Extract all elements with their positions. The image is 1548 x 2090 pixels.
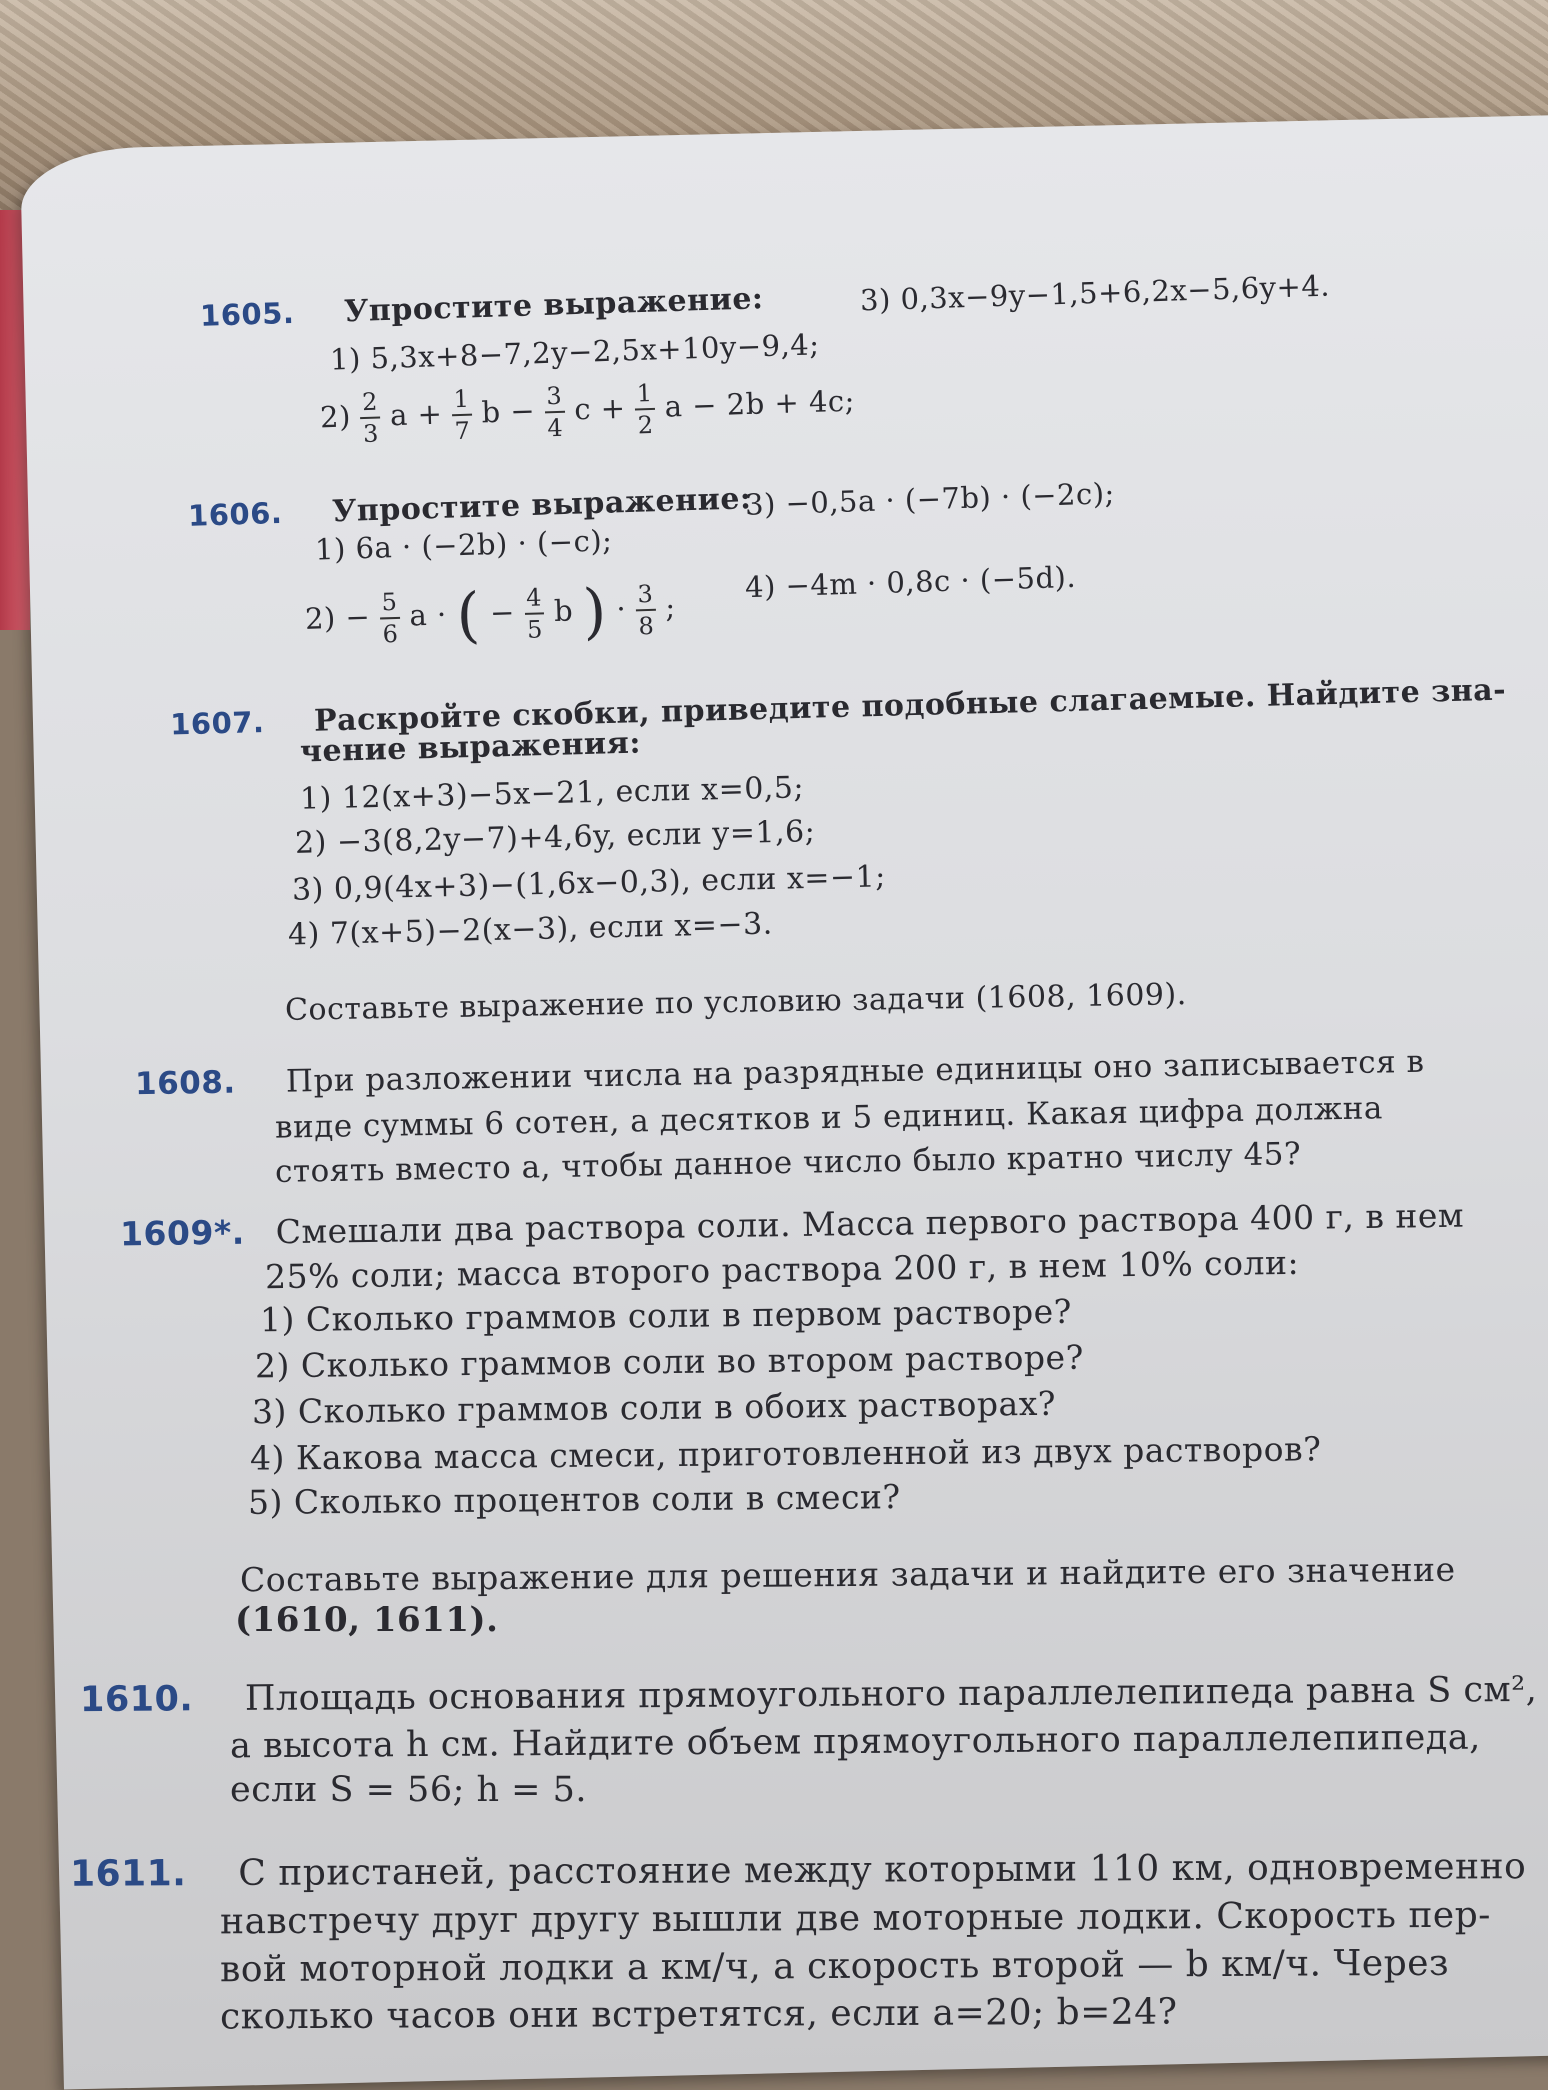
problem-text: При разложении числа на разрядные единицы оно записывается в — [285, 1043, 1425, 1100]
section-instruction-1610-1611-cont: (1610, 1611). — [235, 1600, 499, 1640]
exercise-1610-line-2: а высота h см. Найдите объем прямоугольного параллелепипеда, — [229, 1717, 1481, 1767]
exercise-number: 1609*. — [119, 1212, 245, 1254]
exercise-1606-item-1 — [315, 523, 613, 566]
exercise-1609-item-1: 1) Сколько граммов соли в первом растворе? — [259, 1291, 1073, 1340]
item-text: a − 2b + 4c; — [664, 383, 856, 424]
fraction: $\frac{3}{8}$ — [635, 579, 657, 642]
item-number: 2) − — [304, 599, 371, 636]
exercise-1606-item-2 — [304, 574, 677, 656]
exercise-1605-item-3 — [860, 269, 1331, 318]
exercise-1609-line-2: 25% соли; масса второго раствора 200 г, в нем 10% соли: — [264, 1242, 1300, 1297]
exercise-1607-item-2: 2) −3(8,2y−7)+4,6y, если y=1,6; — [294, 814, 816, 861]
exercise-1605-item-1 — [330, 327, 820, 376]
exercise-1607-heading-cont: чение выражения: — [299, 725, 642, 770]
exercise-1609-item-5: 5) Сколько процентов соли в смеси? — [247, 1477, 901, 1522]
minus-sign: − — [489, 595, 516, 631]
problem-text: Смешали два раствора соли. Масса первого раствора 400 г, в нем — [275, 1195, 1465, 1252]
item-text: 1) 5,3x+8−7,2y−2,5x+10y−9,4; — [329, 327, 820, 377]
item-text: a + — [389, 396, 443, 433]
exercise-1606-heading — [188, 481, 752, 534]
exercise-1608-line-2: виде суммы 6 сотен, a десятков и 5 единиц. Какая цифра должна — [274, 1090, 1384, 1146]
fraction: $\frac{5}{6}$ — [379, 587, 401, 650]
exercise-number: 1608. — [134, 1064, 236, 1103]
item-text: 3) 0,3x−9y−1,5+6,2x−5,6y+4. — [859, 268, 1331, 318]
fraction: $\frac{1}{7}$ — [451, 384, 473, 447]
exercise-1607-item-1: 1) 12(x+3)−5x−21, если x=0,5; — [299, 770, 805, 817]
exercise-number: 1605. — [199, 295, 295, 333]
fraction: $\frac{3}{4}$ — [544, 381, 566, 444]
exercise-1607-item-4: 4) 7(x+5)−2(x−3), если x=−3. — [287, 906, 774, 953]
fraction: $\frac{4}{5}$ — [524, 582, 546, 645]
exercise-1606-item-3 — [745, 476, 1116, 522]
exercise-instruction: Упростите выражение: — [343, 281, 764, 330]
exercise-1607-item-3: 3) 0,9(4x+3)−(1,6x−0,3), если x=−1; — [291, 859, 887, 908]
item-text: b — [553, 593, 574, 628]
exercise-1606-item-4 — [745, 560, 1077, 604]
exercise-instruction: Упростите выражение: — [331, 481, 752, 530]
exercise-1611 — [70, 1846, 1526, 1895]
fraction: $\frac{1}{2}$ — [634, 378, 656, 441]
item-text: a · — [408, 597, 448, 633]
exercise-instruction: Раскройте скобки, приведите подобные слагаемые. Найдите зна- — [313, 672, 1507, 739]
problem-text: С пристаней, расстояние между которыми 110 км, одновременно — [238, 1846, 1527, 1894]
left-parenthesis: ( — [455, 580, 482, 652]
exercise-1608-line-3: стоять вместо a, чтобы данное число было кратно числу 45? — [274, 1136, 1302, 1190]
item-text: c + — [573, 390, 627, 427]
right-parenthesis: ) — [581, 576, 608, 648]
exercise-number: 1606. — [187, 495, 283, 533]
item-text: 1) 6a · (−2b) · (−c); — [314, 523, 613, 567]
item-text: b − — [480, 393, 536, 430]
exercise-1605-item-2 — [319, 372, 856, 451]
dot-sign: · — [615, 591, 627, 627]
item-text: ; — [664, 590, 677, 625]
item-text: 4) −4m · 0,8c · (−5d). — [744, 559, 1077, 605]
exercise-number: 1607. — [169, 705, 265, 742]
exercise-1609-item-2: 2) Сколько граммов соли во втором растворе? — [254, 1337, 1084, 1386]
problem-text: Площадь основания прямоугольного параллелепипеда равна S см², — [244, 1669, 1538, 1719]
fraction: $\frac{2}{3}$ — [360, 387, 382, 450]
exercise-1611-line-3: вой моторной лодки a км/ч, а скорость второй — b км/ч. Через — [219, 1942, 1450, 1991]
exercise-1611-line-4: сколько часов они встретятся, если a=20; b=24? — [219, 1991, 1178, 2038]
item-text: 3) −0,5a · (−7b) · (−2c); — [744, 476, 1116, 522]
exercise-number: 1610. — [79, 1679, 194, 1721]
exercise-number: 1611. — [69, 1853, 187, 1895]
exercise-1610-line-3: если S = 56; h = 5. — [230, 1770, 588, 1810]
section-instruction-1608-1609: Составьте выражение по условию задачи (1608, 1609). — [284, 977, 1188, 1028]
exercise-1611-line-2: навстречу друг другу вышли две моторные лодки. Скорость пер- — [219, 1894, 1492, 1943]
exercise-1605-heading — [200, 281, 764, 334]
exercise-1609-item-4: 4) Какова масса смеси, приготовленной из двух растворов? — [249, 1429, 1322, 1478]
exercise-1609-item-3: 3) Сколько граммов соли в обоих растворах? — [251, 1383, 1057, 1432]
exercise-1610 — [80, 1670, 1538, 1720]
section-instruction-1610-1611: Составьте выражение для решения задачи и найдите его значение — [239, 1549, 1456, 1600]
item-number: 2) — [319, 399, 352, 435]
